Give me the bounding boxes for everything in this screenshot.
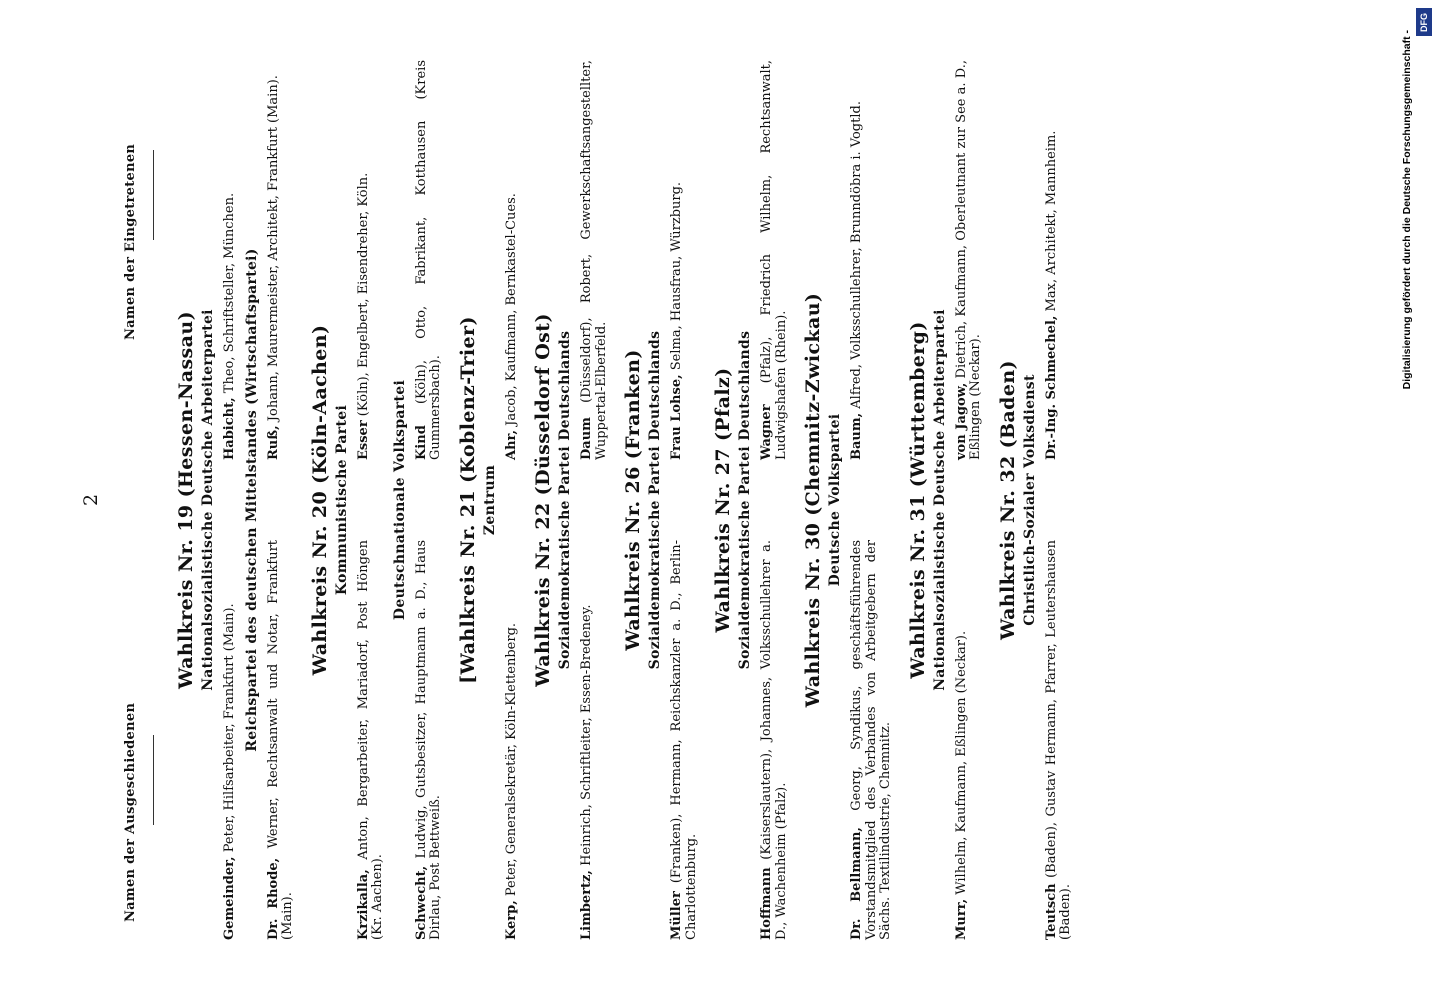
departed-member [850, 540, 894, 940]
column-rule-right [153, 150, 154, 240]
member-change-row [955, 60, 984, 940]
member-name: Esser [355, 420, 371, 460]
member-details: (Pfalz), Friedrich Wilhelm, Rechtsanwalt, Ludwigshafen (Rhein). [759, 60, 789, 460]
member-details: Max, Architekt, Mannheim. [1043, 130, 1059, 312]
member-details: (Köln), Otto, Fabrikant, Kotthausen (Kreis Gummersbach). [413, 60, 443, 460]
member-details: Theo, Schriftsteller, München. [222, 192, 237, 394]
entered-member [760, 60, 789, 460]
member-details: Georg, Syndikus, geschäftsführendes Vorstandsmitglied des Verbandes von Arbeitgebern der Sächs. Textilindustrie, Chemnitz. [849, 540, 893, 940]
district-heading: Wahlkreis Nr. 31 (Württemberg) [906, 321, 929, 679]
column-heading-right: Namen der Eingetretenen [123, 143, 138, 340]
departed-member [223, 540, 238, 940]
member-change-row [760, 60, 789, 940]
district-heading: Wahlkreis Nr. 30 (Chemnitz-Zwickau) [802, 292, 824, 708]
member-details: (Franken), Hermann, Reichskanzler a. D., Berlin-Charlottenburg. [669, 540, 699, 940]
departed-member [760, 540, 789, 940]
entered-member [415, 60, 444, 460]
member-details: Jacob, Kaufmann, Bernkastel-Cues. [503, 193, 519, 426]
member-name: Limbertz, [579, 870, 594, 940]
party-heading: Kommunistische Partei [333, 404, 350, 596]
member-name: Gemeinder, [222, 856, 237, 940]
member-name: Wagner [759, 404, 774, 460]
dfg-logo: DFG [1416, 8, 1432, 36]
district-heading: Wahlkreis Nr. 22 (Düsseldorf Ost) [532, 313, 554, 687]
member-change-row [850, 60, 894, 940]
digitization-credit [1398, 30, 1416, 400]
party-heading: Deutsche Volkspartei [827, 413, 843, 587]
entered-member [580, 60, 609, 460]
party-heading: Zentrum [481, 464, 498, 536]
departed-member [505, 540, 520, 940]
departed-member [357, 540, 386, 940]
district-heading: Wahlkreis Nr. 32 (Baden) [996, 360, 1019, 640]
member-name: Dr.-Ing. Schmechel, [1043, 315, 1059, 460]
member-details: Johann, Maurermeister, Architekt, Frankfurt (Main). [265, 75, 281, 422]
member-name: Ahr, [503, 430, 519, 460]
party-heading: Nationalsozialistische Deutsche Arbeiterpartei [931, 309, 948, 691]
departed-member [267, 540, 296, 940]
entered-member [505, 60, 520, 460]
entered-member [223, 60, 238, 460]
entered-member [850, 60, 894, 460]
column-rule-left [153, 735, 154, 825]
departed-member [955, 540, 984, 940]
member-change-row [505, 60, 520, 940]
member-details: Alfred, Volksschullehrer, Brunndöbra i. Vogtld. [849, 101, 864, 409]
member-details: (Düsseldorf), Robert, Gewerkschaftsangestellter, Wuppertal-Elberfeld. [579, 60, 609, 460]
party-heading: Sozialdemokratische Partei Deutschlands [737, 330, 753, 670]
district-list [175, 60, 1079, 940]
member-name: Hoffmann [759, 867, 774, 940]
member-change-row [267, 60, 296, 940]
member-details: Dietrich, Kaufmann, Oberleutnant zur See a. D., Eßlingen (Neckar). [953, 60, 983, 460]
member-change-row [580, 60, 609, 940]
member-name: Murr, [953, 898, 969, 940]
page-number: 2 [80, 493, 102, 507]
party-heading: Sozialdemokratische Partei Deutschlands [557, 330, 573, 670]
member-details: Wilhelm, Kaufmann, Eßlingen (Neckar). [953, 630, 969, 895]
departed-member [1045, 540, 1074, 940]
member-change-row [223, 60, 238, 940]
member-name: Kind [413, 425, 429, 460]
member-name: Dr. Bellmann, [849, 827, 864, 940]
member-details: Heinrich, Schriftleiter, Essen-Bredeney. [579, 604, 594, 866]
district-heading: Wahlkreis Nr. 19 (Hessen-Nassau) [175, 311, 197, 689]
entered-member [1045, 60, 1074, 460]
member-name: Frau Lohse, [669, 374, 684, 460]
rotated-document-page [75, 60, 1325, 940]
member-details: Ludwig, Gutsbesitzer, Hauptmann a. D., Haus Dirlau, Post Bettweiß. [413, 540, 443, 940]
entered-member [357, 60, 386, 460]
party-heading: Christlich-Sozialer Volksdienst [1021, 374, 1038, 626]
party-heading: Nationalsozialistische Deutsche Arbeiterpartei [200, 309, 216, 691]
departed-member [670, 540, 699, 940]
column-heading-left: Namen der Ausgeschiedenen [123, 702, 138, 922]
district-heading: Wahlkreis Nr. 20 (Köln-Aachen) [308, 324, 331, 676]
member-name: Krzikalla, [355, 869, 371, 940]
district-heading: [Wahlkreis Nr. 21 (Koblenz-Trier) [456, 316, 479, 684]
party-heading: Deutschnationale Volkspartei [391, 379, 408, 621]
member-name: Kerp, [503, 900, 519, 940]
district-heading: Wahlkreis Nr. 26 (Franken) [622, 349, 644, 651]
member-details: Peter, Hilfsarbeiter, Frankfurt (Main). [222, 603, 237, 853]
digitization-credit-text: Digitalisierung gefördert durch die Deutsche Forschungsgemeinschaft - [1401, 30, 1413, 390]
member-name: Habicht, [222, 397, 237, 460]
member-change-row [670, 60, 699, 940]
member-change-row [357, 60, 386, 940]
member-change-row [1045, 60, 1074, 940]
member-name: Müller [669, 891, 684, 940]
entered-member [955, 60, 984, 460]
member-details: Peter, Generalsekretär, Köln-Klettenberg. [503, 622, 519, 897]
member-name: Baum, [849, 412, 864, 460]
member-name: Dr. Rhode, [265, 857, 281, 940]
member-details: (Köln), Engelbert, Eisendreher, Köln. [355, 172, 371, 417]
entered-member [670, 60, 699, 460]
party-heading: Sozialdemokratische Partei Deutschlands [647, 330, 663, 670]
member-details: (Kaiserslautern), Johannes, Volksschullehrer a. D., Wachenheim (Pfalz). [759, 540, 789, 940]
party-heading: Reichspartei des deutschen Mittelstandes (Wirtschaftspartei) [243, 248, 260, 752]
member-name: Teutsch [1043, 883, 1059, 940]
member-name: Ruß, [265, 425, 281, 460]
departed-member [415, 540, 444, 940]
member-name: Daum [579, 417, 594, 460]
district-heading: Wahlkreis Nr. 27 (Pfalz) [712, 367, 734, 633]
entered-member [267, 60, 296, 460]
member-name: Schwecht, [413, 865, 429, 940]
member-details: Werner, Rechtsanwalt und Notar, Frankfurt (Main). [265, 539, 295, 940]
member-name: von Jagow, [953, 382, 969, 460]
departed-member [580, 540, 609, 940]
member-details: Selma, Hausfrau, Würzburg. [669, 181, 684, 371]
member-details: Anton, Bergarbeiter, Mariadorf, Post Höngen (Kr. Aachen). [355, 539, 385, 940]
member-details: (Baden), Gustav Hermann, Pfarrer, Leutershausen (Baden). [1043, 540, 1073, 940]
member-change-row [415, 60, 444, 940]
